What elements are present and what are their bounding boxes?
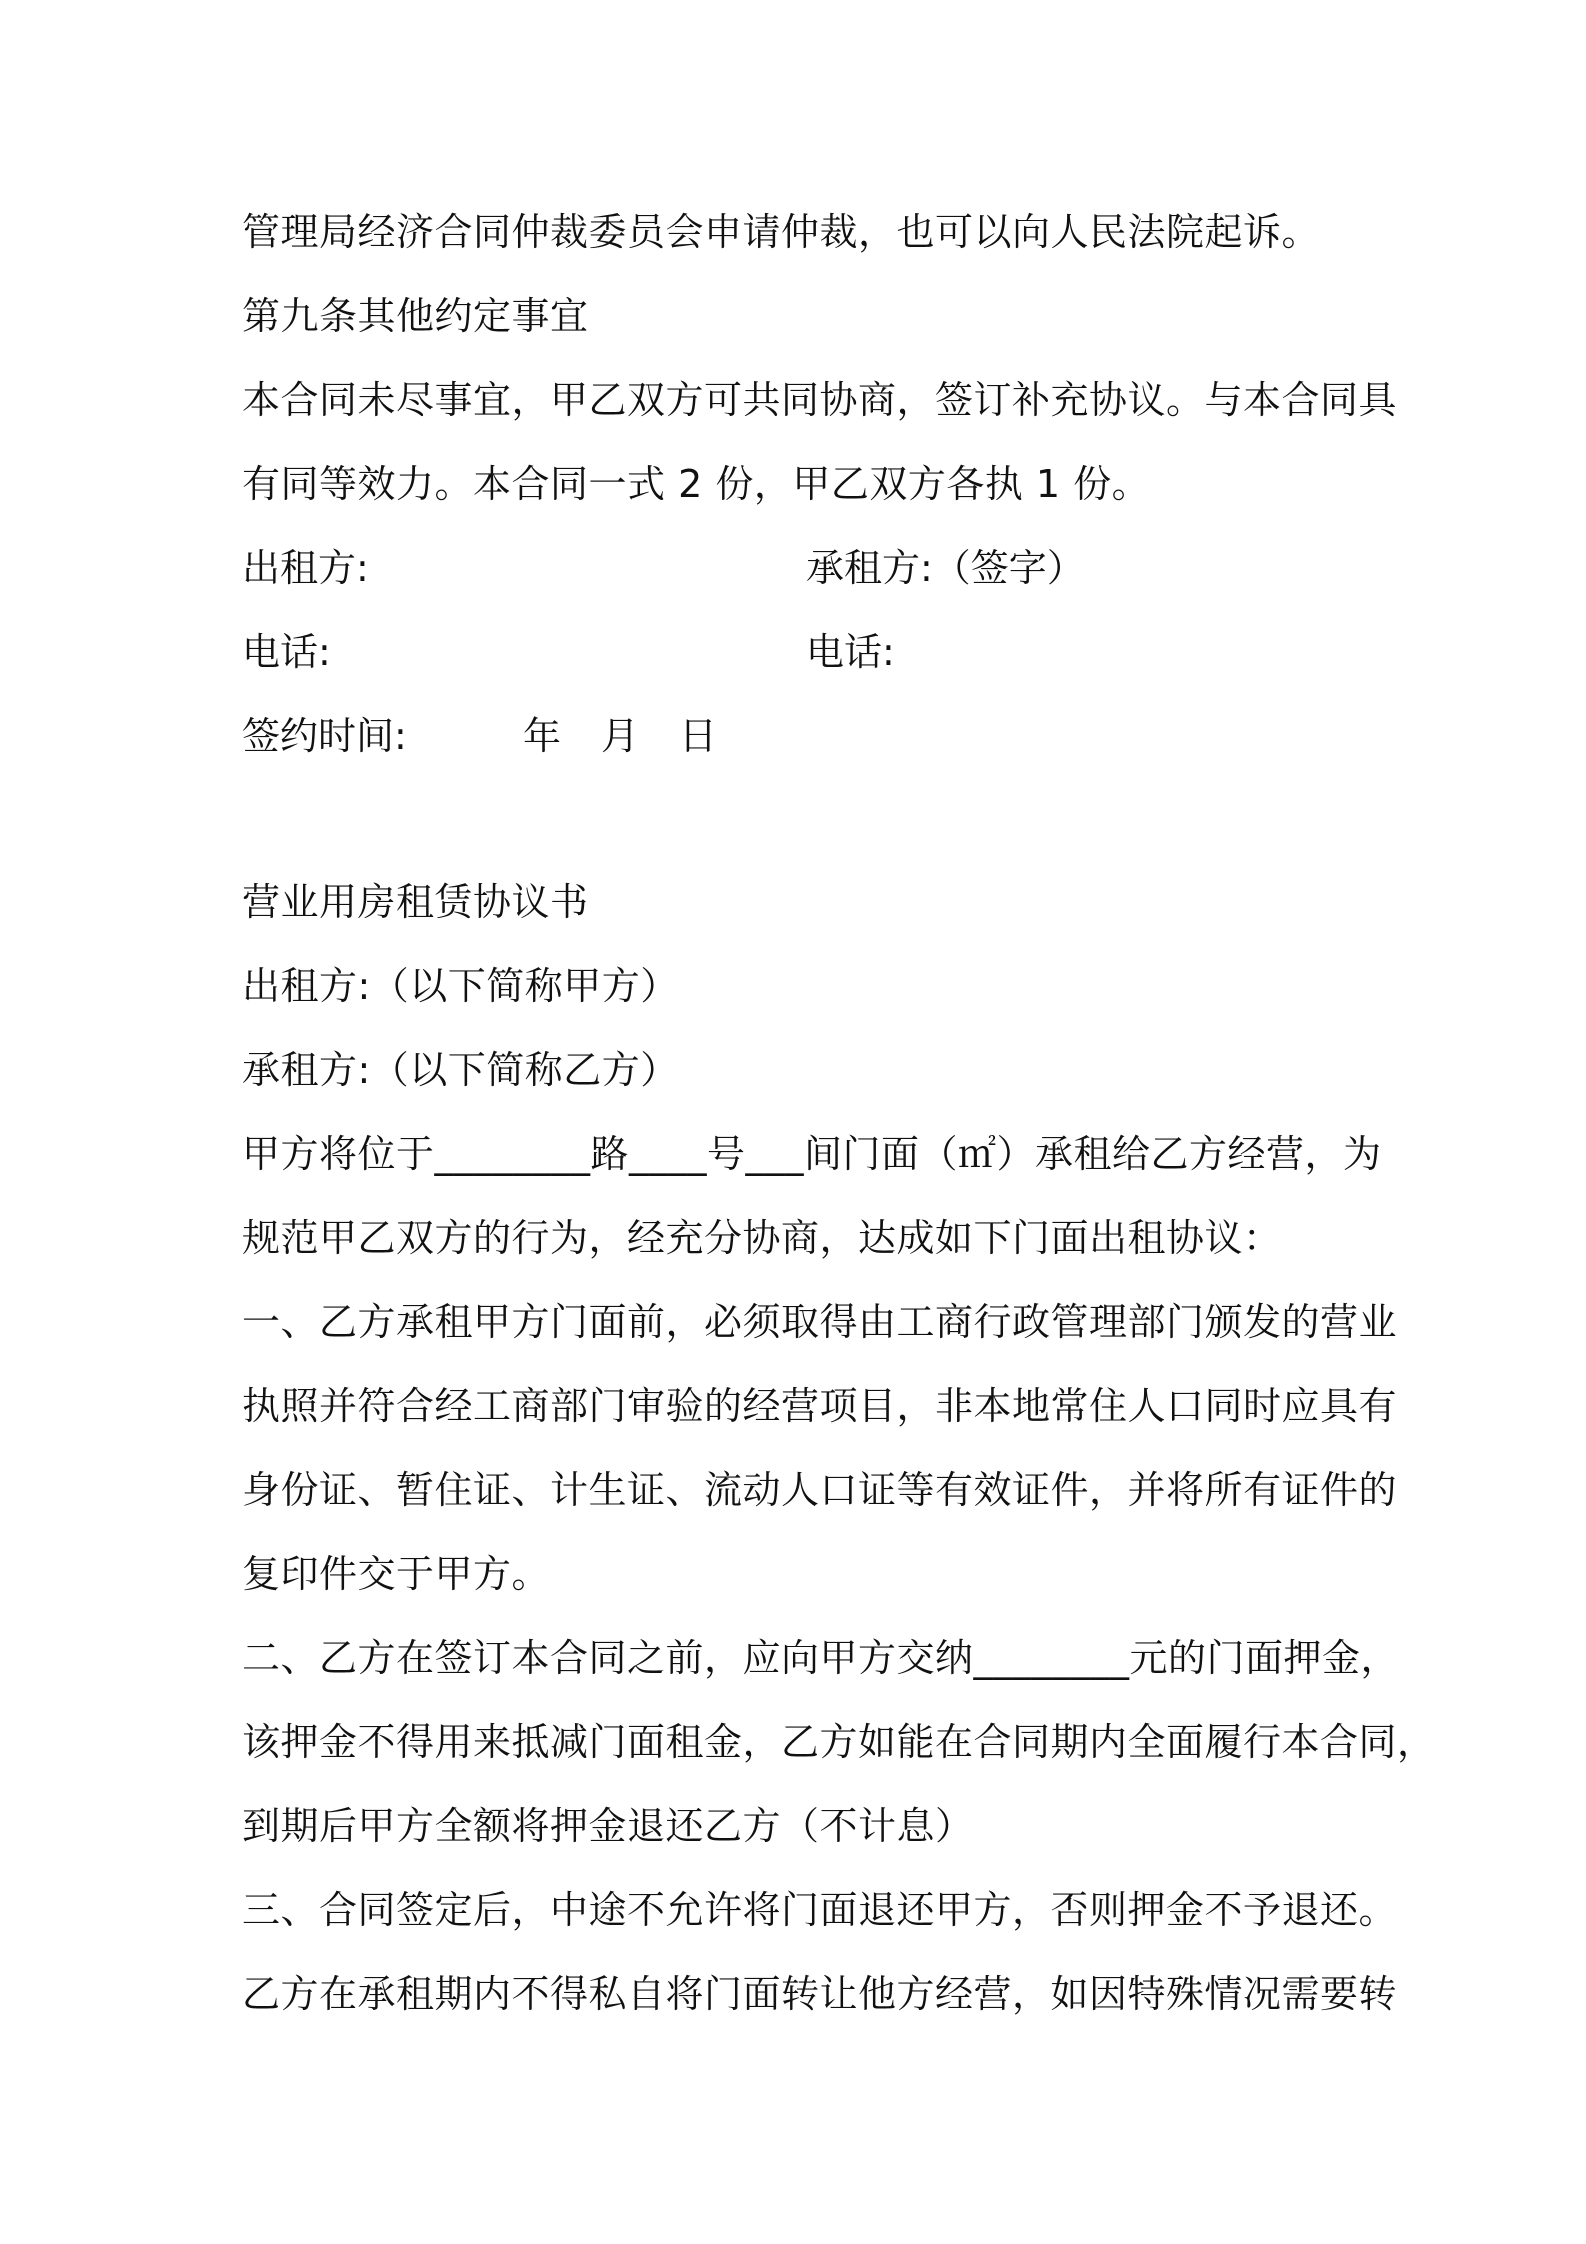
lessee-signature-label: 承租方:（签字） [806, 546, 1085, 590]
lessor-phone-label: 电话: [242, 630, 331, 674]
year-label: 年 [523, 714, 562, 758]
agreement-line: 规范甲乙双方的行为，经充分协商，达成如下门面出租协议： [242, 1216, 1282, 1260]
agreement-line: 二、乙方在签订本合同之前，应向甲方交纳________元的门面押金， [242, 1636, 1400, 1680]
day-label: 日 [679, 714, 718, 758]
agreement-line: 到期后甲方全额将押金退还乙方（不计息） [242, 1804, 974, 1848]
agreement-line: 复印件交于甲方。 [242, 1552, 551, 1596]
paragraph-other-matters-2: 有同等效力。本合同一式 2 份，甲乙双方各执 1 份。 [242, 462, 1151, 506]
agreement-lessee: 承租方:（以下简称乙方） [242, 1048, 679, 1092]
paragraph-other-matters-1: 本合同未尽事宜，甲乙双方可共同协商，签订补充协议。与本合同具 [242, 378, 1398, 422]
article-nine-heading: 第九条其他约定事宜 [242, 294, 589, 338]
agreement-line: 该押金不得用来抵减门面租金，乙方如能在合同期内全面履行本合同， [242, 1720, 1436, 1764]
agreement-line: 甲方将位于________路____号___间门面（㎡）承租给乙方经营，为 [242, 1132, 1382, 1176]
lessor-signature-label: 出租方: [242, 546, 369, 590]
agreement-line: 执照并符合经工商部门审验的经营项目，非本地常住人口同时应具有 [242, 1384, 1398, 1428]
agreement-line: 一、乙方承租甲方门面前，必须取得由工商行政管理部门颁发的营业 [242, 1300, 1398, 1344]
paragraph-arbitration: 管理局经济合同仲裁委员会申请仲裁，也可以向人民法院起诉。 [242, 210, 1321, 254]
month-label: 月 [601, 714, 640, 758]
agreement-line: 身份证、暂住证、计生证、流动人口证等有效证件，并将所有证件的 [242, 1468, 1398, 1512]
lessee-phone-label: 电话: [806, 630, 895, 674]
agreement-title: 营业用房租赁协议书 [242, 880, 589, 924]
agreement-line: 三、合同签定后，中途不允许将门面退还甲方，否则押金不予退还。 [242, 1888, 1398, 1932]
agreement-line: 乙方在承租期内不得私自将门面转让他方经营，如因特殊情况需要转 [242, 1972, 1398, 2016]
sign-time-label: 签约时间: [242, 714, 407, 758]
agreement-lessor: 出租方:（以下简称甲方） [242, 964, 679, 1008]
sign-date-fields [523, 710, 757, 762]
